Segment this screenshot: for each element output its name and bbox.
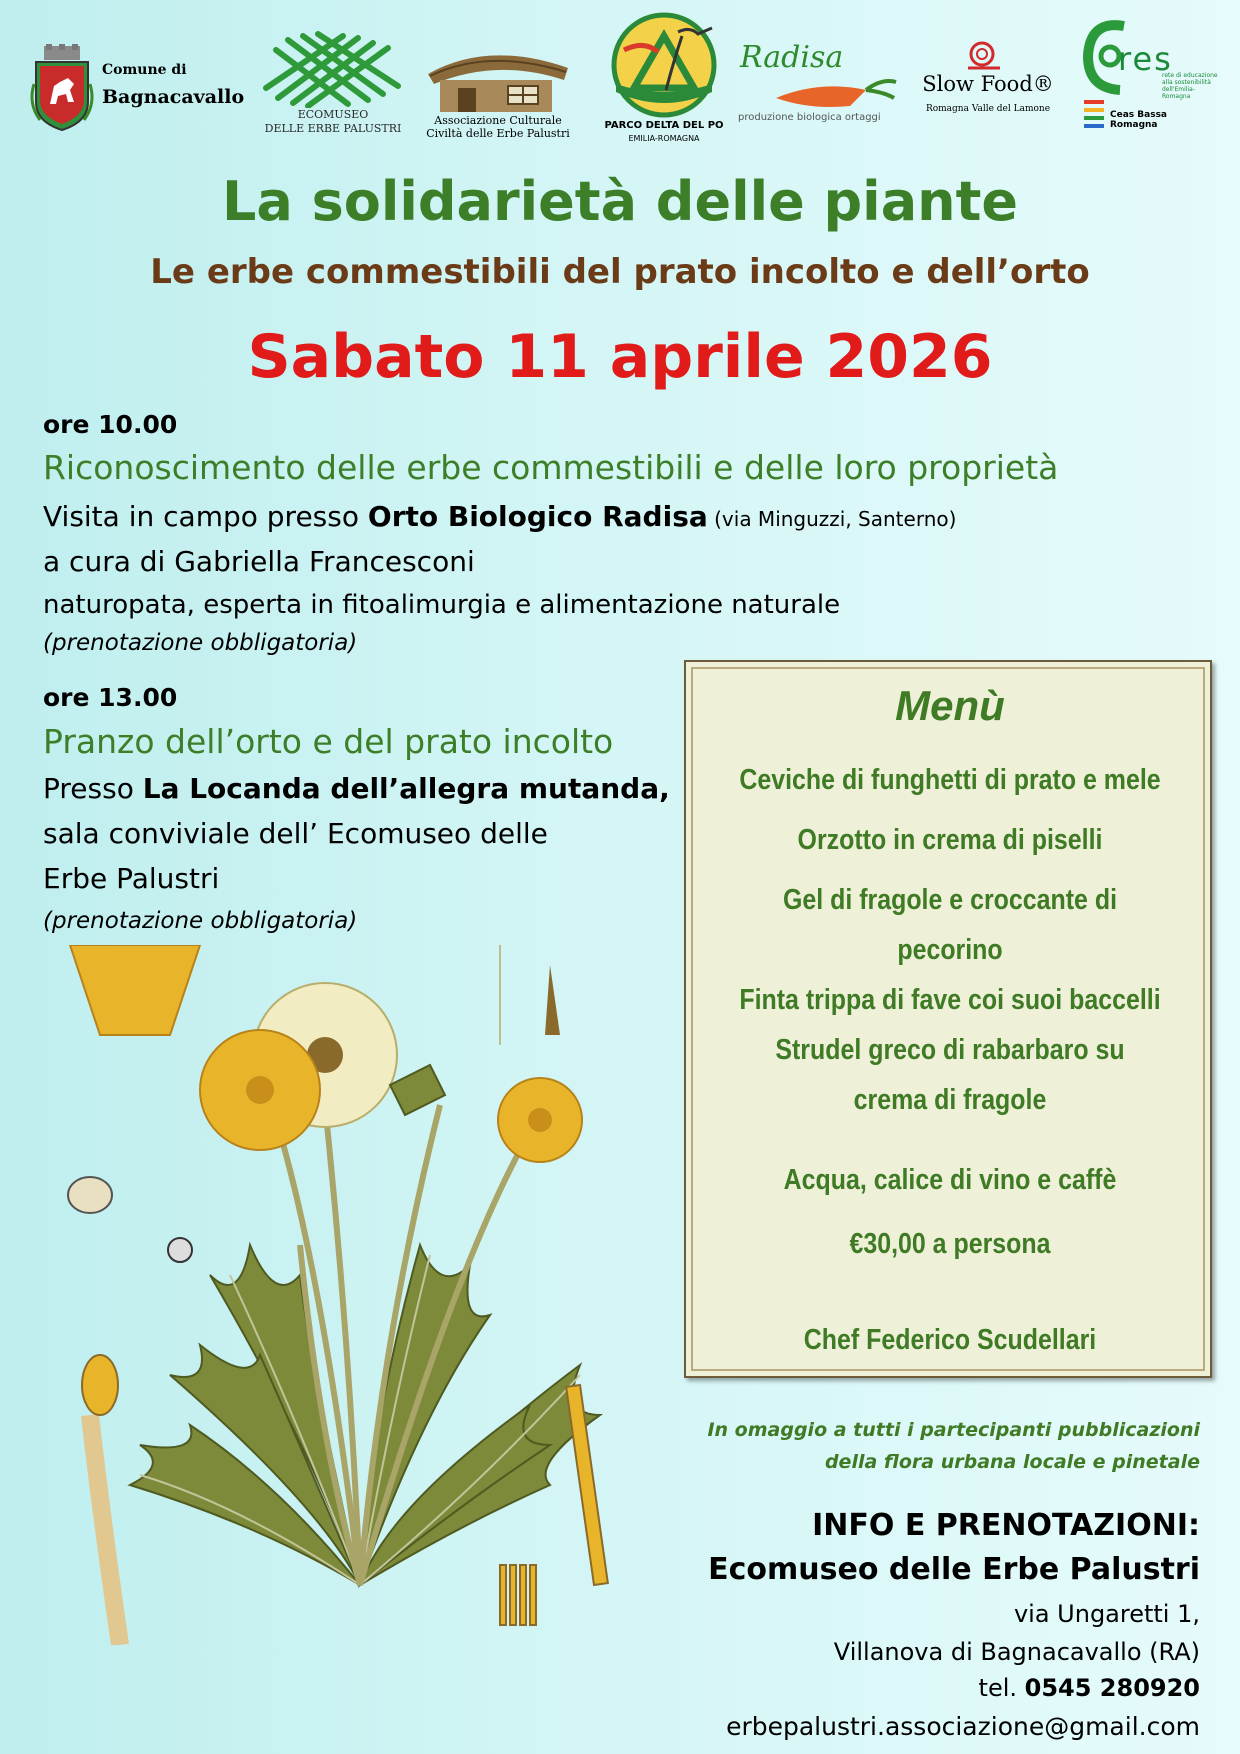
menu-item: Finta trippa di fave coi suoi baccelli [739, 984, 1161, 1016]
gift-line1: In omaggio a tutti i partecipanti pubblicazioni [707, 1419, 1200, 1441]
lunch-location-line3: Erbe Palustri [43, 862, 220, 895]
ecomuseo-logo [248, 28, 418, 143]
morning-location-prefix: Visita in campo presso [43, 500, 368, 533]
menu-chef: Chef Federico Scudellari [803, 1324, 1097, 1356]
associazione-line2: Civiltà delle Erbe Palustri [426, 127, 570, 140]
radisa-logo [730, 40, 900, 130]
cres-logo [1080, 12, 1218, 137]
carrot-icon [770, 76, 900, 112]
info-heading: INFO E PRENOTAZIONI: [812, 1508, 1200, 1543]
lunch-time: ore 13.00 [43, 683, 178, 712]
morning-booking-note: (prenotazione obbligatoria) [43, 630, 358, 656]
info-address-line2: Villanova di Bagnacavallo (RA) [833, 1638, 1200, 1666]
menu-title: Menù [895, 682, 1005, 729]
cres-name: res [1118, 40, 1173, 78]
morning-guide: a cura di Gabriella Francesconi [43, 545, 475, 578]
ceas-name: Ceas Bassa Romagna [1110, 110, 1167, 130]
woven-grass-icon [248, 28, 418, 108]
lunch-title: Pranzo dell’orto e del prato incolto [43, 722, 614, 761]
ceas-stripes-icon [1082, 98, 1108, 132]
menu-item: Orzotto in crema di piselli [797, 824, 1103, 856]
morning-activity-title: Riconoscimento delle erbe commestibili e delle loro proprietà [43, 448, 1059, 487]
ecomuseo-line1: ECOMUSEO [297, 108, 369, 121]
lunch-location-name: La Locanda dell’allegra mutanda, [142, 772, 670, 805]
menu-item: Gel di fragole e croccante di [782, 884, 1118, 916]
comune-label: Comune di [102, 62, 187, 78]
dandelion-illustration [60, 945, 670, 1645]
thatched-hut-icon [418, 44, 578, 114]
menu-item: Ceviche di funghetti di prato e mele [739, 764, 1161, 796]
menu-item: pecorino [897, 934, 1003, 966]
info-email[interactable]: erbepalustri.associazione@gmail.com [726, 1712, 1200, 1741]
associazione-line1: Associazione Culturale [434, 114, 562, 127]
event-title: La solidarietà delle piante [221, 170, 1019, 233]
info-organization: Ecomuseo delle Erbe Palustri [708, 1552, 1200, 1587]
phone-number: 0545 280920 [1024, 1674, 1200, 1702]
info-address-line1: via Ungaretti 1, [1013, 1600, 1200, 1628]
snail-icon [966, 40, 1002, 72]
slowfood-name: Slow Food® [922, 72, 1054, 96]
slowfood-logo [918, 40, 1058, 120]
event-date: Sabato 11 aprile 2026 [247, 322, 993, 392]
logo-bar [0, 0, 1240, 150]
morning-location-address: (via Minguzzi, Santerno) [707, 507, 957, 531]
phone-label: tel. [978, 1674, 1025, 1702]
parco-line2: EMILIA-ROMAGNA [628, 134, 700, 143]
comune-bagnacavallo-logo [30, 44, 255, 134]
associazione-logo [418, 44, 578, 144]
menu-box [684, 660, 1212, 1378]
gift-note [650, 1414, 1200, 1478]
cres-sub: rete di educazione alla sostenibilità dell'Emilia-Romagna [1162, 72, 1218, 100]
heron-icon [594, 10, 734, 120]
event-subtitle: Le erbe commestibili del prato incolto e dell’orto [150, 252, 1090, 292]
menu-item: crema di fragole [853, 1084, 1047, 1116]
ecomuseo-line2: DELLE ERBE PALUSTRI [264, 122, 402, 135]
menu-item: Strudel greco di rabarbaro su [775, 1034, 1125, 1066]
morning-time: ore 10.00 [43, 410, 178, 439]
gift-line2: della flora urbana locale e pinetale [824, 1451, 1200, 1473]
radisa-name: Radisa [740, 40, 844, 75]
morning-location-name: Orto Biologico Radisa [367, 500, 708, 533]
morning-location [43, 500, 1193, 533]
info-phone [979, 1674, 1200, 1702]
radisa-tagline: produzione biologica ortaggi [738, 112, 881, 123]
lunch-location-line2: sala conviviale dell’ Ecomuseo delle [43, 817, 548, 850]
comune-name: Bagnacavallo [102, 86, 245, 108]
parco-line1: PARCO DELTA DEL PO [604, 120, 724, 131]
menu-drinks: Acqua, calice di vino e caffè [783, 1164, 1117, 1196]
slowfood-sub: Romagna Valle del Lamone [925, 104, 1051, 114]
lunch-booking-note: (prenotazione obbligatoria) [43, 908, 358, 934]
crest-icon [30, 44, 94, 134]
morning-guide-role: naturopata, esperta in fitoalimurgia e alimentazione naturale [43, 590, 841, 620]
menu-price: €30,00 a persona [849, 1228, 1051, 1260]
lunch-location-prefix: Presso [43, 772, 143, 805]
parco-delta-logo [594, 10, 734, 145]
